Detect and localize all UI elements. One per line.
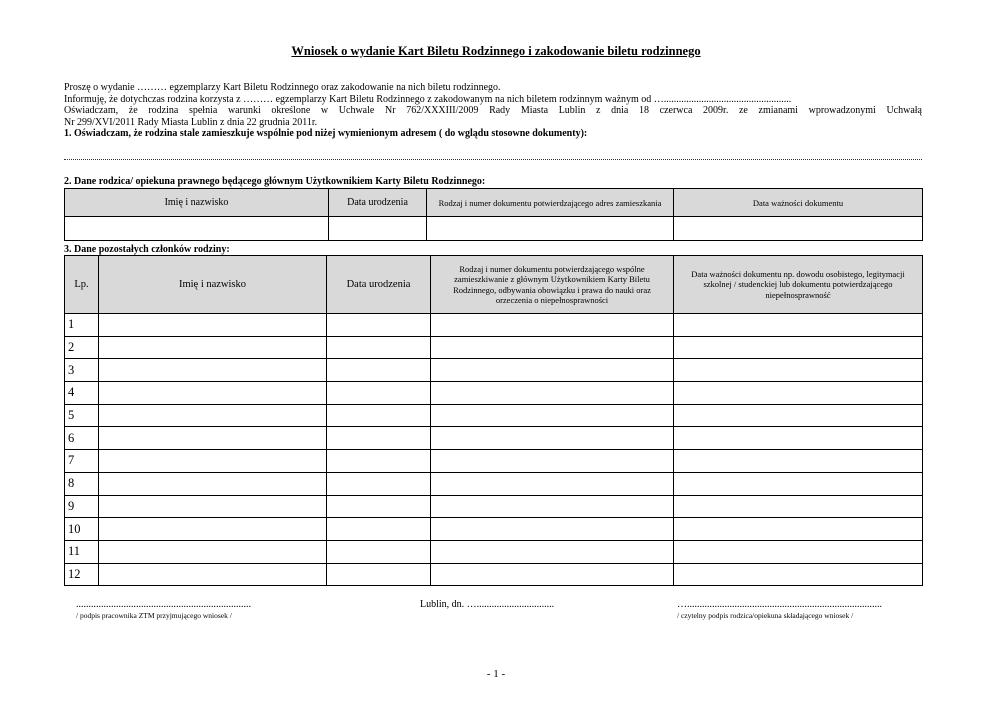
member-birthdate-cell[interactable]	[327, 563, 431, 586]
member-document-cell[interactable]	[431, 382, 674, 405]
row-number: 1	[65, 314, 99, 337]
member-document-cell[interactable]	[431, 540, 674, 563]
member-validity-cell[interactable]	[674, 563, 923, 586]
staff-signature-caption: / podpis pracownika ZTM przyjmującego wniosek /	[76, 611, 232, 620]
member-validity-cell[interactable]	[674, 495, 923, 518]
table-header-row	[65, 189, 923, 217]
member-document-cell[interactable]	[431, 404, 674, 427]
family-members-table	[64, 255, 923, 586]
row-number: 3	[65, 359, 99, 382]
parent-signature	[677, 599, 927, 620]
section2-heading: 2. Dane rodzica/ opiekuna prawnego będącego głównym Użytkownikiem Karty Biletu Rodzinnego:	[64, 176, 486, 187]
col-header-address-document: Rodzaj i numer dokumentu potwierdzającego adres zamieszkania	[427, 189, 674, 217]
table-row	[65, 314, 923, 337]
table-row	[65, 217, 923, 241]
table-row	[65, 336, 923, 359]
intro-text	[64, 82, 922, 140]
parent-document-cell[interactable]	[427, 217, 674, 241]
col-header-cohabitation-document: Rodzaj i numer dokumentu potwierdzającego wspólne zamieszkiwanie z głównym Użytkownikiem Karty Biletu Rodzinnego, odbywania obowiązku i prawa do nauki oraz orzeczenia o niepełnosprawności	[431, 256, 674, 314]
row-number: 6	[65, 427, 99, 450]
row-number: 10	[65, 518, 99, 541]
member-name-cell[interactable]	[99, 314, 327, 337]
member-validity-cell[interactable]	[674, 382, 923, 405]
member-validity-cell[interactable]	[674, 359, 923, 382]
member-birthdate-cell[interactable]	[327, 336, 431, 359]
member-birthdate-cell[interactable]	[327, 518, 431, 541]
member-birthdate-cell[interactable]	[327, 382, 431, 405]
staff-signature	[76, 599, 316, 620]
member-document-cell[interactable]	[431, 563, 674, 586]
col-header-document-validity: Data ważności dokumentu np. dowodu osobistego, legitymacji szkolnej / studenckiej lub dokumentu potwierdzającego niepełnosprawność	[674, 256, 923, 314]
row-number: 9	[65, 495, 99, 518]
table-row	[65, 518, 923, 541]
row-number: 7	[65, 450, 99, 473]
member-name-cell[interactable]	[99, 563, 327, 586]
parent-signature-line[interactable]: …..............................................................................	[677, 599, 882, 610]
member-document-cell[interactable]	[431, 314, 674, 337]
member-birthdate-cell[interactable]	[327, 404, 431, 427]
intro-line-resolution: Nr 299/XVI/2011 Rady Miasta Lublin z dnia 22 grudnia 2011r.	[64, 116, 318, 128]
member-name-cell[interactable]	[99, 359, 327, 382]
table-row	[65, 382, 923, 405]
member-validity-cell[interactable]	[674, 404, 923, 427]
member-name-cell[interactable]	[99, 427, 327, 450]
parent-birthdate-cell[interactable]	[329, 217, 427, 241]
member-name-cell[interactable]	[99, 404, 327, 427]
table-row	[65, 450, 923, 473]
table-row	[65, 540, 923, 563]
member-validity-cell[interactable]	[674, 518, 923, 541]
place-date[interactable]: Lublin, dn. …...............................	[420, 599, 555, 610]
table-row	[65, 359, 923, 382]
member-validity-cell[interactable]	[674, 336, 923, 359]
staff-signature-line[interactable]: ......................................................................	[76, 599, 251, 610]
member-birthdate-cell[interactable]	[327, 314, 431, 337]
row-number: 8	[65, 472, 99, 495]
row-number: 5	[65, 404, 99, 427]
member-validity-cell[interactable]	[674, 450, 923, 473]
member-name-cell[interactable]	[99, 336, 327, 359]
parent-name-cell[interactable]	[65, 217, 329, 241]
member-document-cell[interactable]	[431, 450, 674, 473]
col-header-lp: Lp.	[65, 256, 99, 314]
table-row	[65, 563, 923, 586]
intro-line-request: Proszę o wydanie ……… egzemplarzy Kart Biletu Rodzinnego oraz zakodowanie na nich biletu rodzinnego.	[64, 82, 501, 93]
table-row	[65, 495, 923, 518]
member-name-cell[interactable]	[99, 495, 327, 518]
member-birthdate-cell[interactable]	[327, 495, 431, 518]
member-document-cell[interactable]	[431, 336, 674, 359]
section1-heading: 1. Oświadczam, że rodzina stale zamieszkuje wspólnie pod niżej wymienionym adresem ( do wglądu stosowne dokumenty):	[64, 128, 588, 140]
parent-data-table	[64, 188, 923, 241]
member-document-cell[interactable]	[431, 495, 674, 518]
member-document-cell[interactable]	[431, 427, 674, 450]
member-validity-cell[interactable]	[674, 314, 923, 337]
member-validity-cell[interactable]	[674, 540, 923, 563]
table-header-row	[65, 256, 923, 314]
member-birthdate-cell[interactable]	[327, 427, 431, 450]
col-header-birthdate: Data urodzenia	[329, 189, 427, 217]
row-number: 12	[65, 563, 99, 586]
member-name-cell[interactable]	[99, 450, 327, 473]
section3-heading: 3. Dane pozostałych członków rodziny:	[64, 244, 230, 255]
member-name-cell[interactable]	[99, 382, 327, 405]
page-number: - 1 -	[486, 668, 506, 680]
intro-line-declaration: Oświadczam, że rodzina spełnia warunki określone w Uchwale Nr 762/XXXIII/2009 Rady Miasta Lublin z dnia 18 czerwca 2009r. ze zmianami wprowadzonymi Uchwałą	[64, 105, 922, 117]
row-number: 11	[65, 540, 99, 563]
row-number: 4	[65, 382, 99, 405]
row-number: 2	[65, 336, 99, 359]
member-document-cell[interactable]	[431, 518, 674, 541]
member-validity-cell[interactable]	[674, 427, 923, 450]
member-name-cell[interactable]	[99, 540, 327, 563]
col-header-birthdate: Data urodzenia	[327, 256, 431, 314]
form-title: Wniosek o wydanie Kart Biletu Rodzinnego i zakodowanie biletu rodzinnego	[291, 44, 701, 58]
member-name-cell[interactable]	[99, 518, 327, 541]
member-birthdate-cell[interactable]	[327, 450, 431, 473]
member-document-cell[interactable]	[431, 359, 674, 382]
table-row	[65, 427, 923, 450]
member-validity-cell[interactable]	[674, 472, 923, 495]
parent-signature-caption: / czytelny podpis rodzica/opiekuna składającego wniosek /	[677, 611, 854, 620]
col-header-name: Imię i nazwisko	[99, 256, 327, 314]
table-row	[65, 472, 923, 495]
col-header-document-validity: Data ważności dokumentu	[674, 189, 923, 217]
parent-validity-cell[interactable]	[674, 217, 923, 241]
table-row	[65, 404, 923, 427]
intro-line-current-cards: Informuję, że dotychczas rodzina korzysta z ……… egzemplarzy Kart Biletu Rodzinnego z zakodowanym na nich biletem rodzinnym ważnym od …...................................................	[64, 93, 792, 105]
family-member-rows	[65, 314, 923, 586]
member-name-cell[interactable]	[99, 472, 327, 495]
member-birthdate-cell[interactable]	[327, 540, 431, 563]
col-header-name: Imię i nazwisko	[65, 189, 329, 217]
member-birthdate-cell[interactable]	[327, 359, 431, 382]
address-field[interactable]	[64, 159, 922, 160]
member-document-cell[interactable]	[431, 472, 674, 495]
member-birthdate-cell[interactable]	[327, 472, 431, 495]
